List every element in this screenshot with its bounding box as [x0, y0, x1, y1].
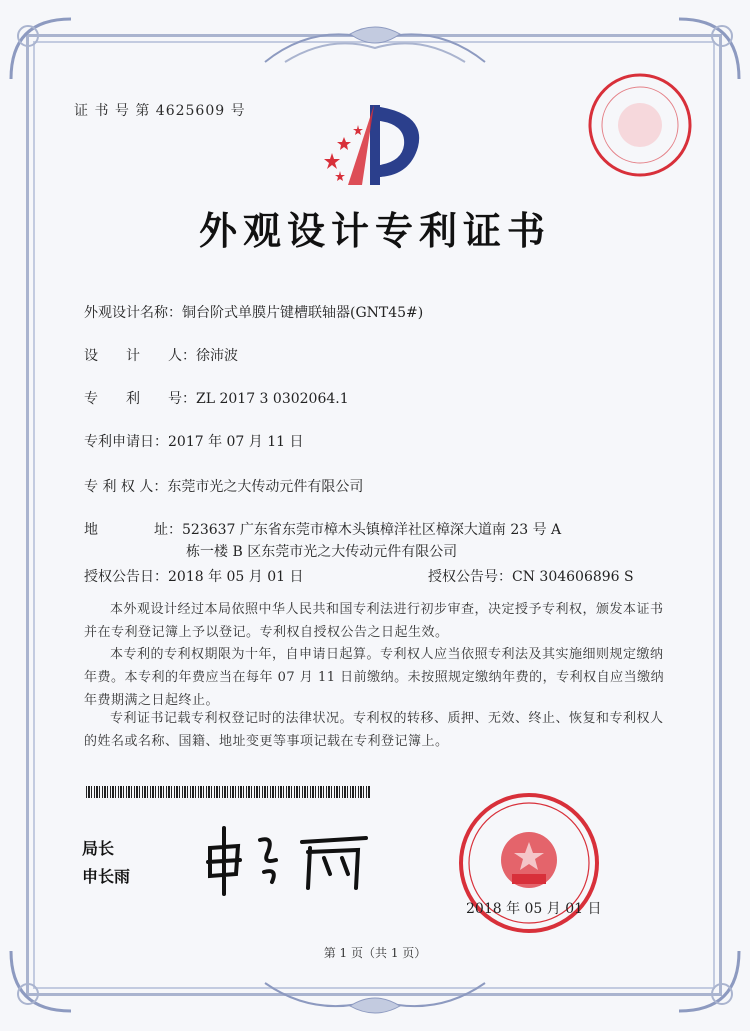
- grant-number-value: CN 304606896 S: [512, 569, 634, 585]
- designer-row: [84, 345, 238, 365]
- designer-label: 设 计 人：: [84, 348, 196, 364]
- director-title: 局长: [82, 839, 115, 858]
- certificate-title: 外观设计专利证书: [198, 208, 551, 253]
- seal-date: 2018 年 05 月 01 日: [466, 901, 602, 917]
- bottom-ornament-icon: [255, 978, 495, 1018]
- filing-date-value: 2017 年 07 月 11 日: [168, 434, 304, 450]
- address-line2: 栋一楼 B 区东莞市光之大传动元件有限公司: [186, 544, 458, 560]
- filing-date-row: [84, 431, 304, 451]
- corner-ornament-icon: [6, 14, 76, 84]
- design-name-value: 铜台阶式单膜片键槽联轴器(GNT45#): [182, 305, 424, 321]
- patentee-value: 东莞市光之大传动元件有限公司: [167, 479, 364, 495]
- barcode: [86, 786, 371, 798]
- patent-number-value: ZL 2017 3 0302064.1: [196, 391, 349, 407]
- registration-seal-icon: [585, 70, 695, 180]
- patent-office-logo-icon: [318, 95, 428, 195]
- paragraph-2: 本专利的专利权期限为十年，自申请日起算。专利权人应当依照专利法及其实施细则规定缴纳年费。本专利的年费应当在每年 07 月 11 日前缴纳。未按照规定缴纳年费的，专利权自应当缴纳年费期满之日起终止。: [84, 647, 665, 708]
- patent-number-row: [84, 388, 349, 408]
- address-row: [84, 519, 561, 539]
- patent-number-label: 专 利 号：: [84, 391, 196, 407]
- page-number: 第 1 页（共 1 页）: [323, 946, 427, 960]
- top-ornament-icon: [255, 22, 495, 72]
- director-name: 申长雨: [82, 867, 131, 886]
- grant-date-label: 授权公告日：: [84, 569, 168, 585]
- grant-date-row: [84, 566, 304, 586]
- paragraph-1: 本外观设计经过本局依照中华人民共和国专利法进行初步审查，决定授予专利权，颁发本证书并在专利登记簿上予以登记。专利权自授权公告之日起生效。: [84, 602, 664, 640]
- design-name-label: 外观设计名称：: [84, 305, 182, 321]
- grant-number-label: 授权公告号：: [428, 569, 512, 585]
- signature-icon: [198, 818, 388, 898]
- designer-value: 徐沛波: [196, 348, 238, 364]
- grant-date-value: 2018 年 05 月 01 日: [168, 569, 304, 585]
- address-line1: 523637 广东省东莞市樟木头镇樟洋社区樟深大道南 23 号 A: [182, 522, 562, 538]
- filing-date-label: 专利申请日：: [84, 434, 168, 450]
- design-name-row: [84, 302, 423, 322]
- certificate-number: 证 书 号 第 4625609 号: [74, 103, 246, 119]
- paragraph-3: 专利证书记载专利权登记时的法律状况。专利权的转移、质押、无效、终止、恢复和专利权人的姓名或名称、国籍、地址变更等事项记载在专利登记簿上。: [84, 711, 664, 749]
- patentee-label: 专 利 权 人：: [84, 479, 168, 495]
- grant-number-row: [428, 566, 634, 586]
- patentee-row: [84, 476, 363, 496]
- address-label: 地 址：: [84, 522, 182, 538]
